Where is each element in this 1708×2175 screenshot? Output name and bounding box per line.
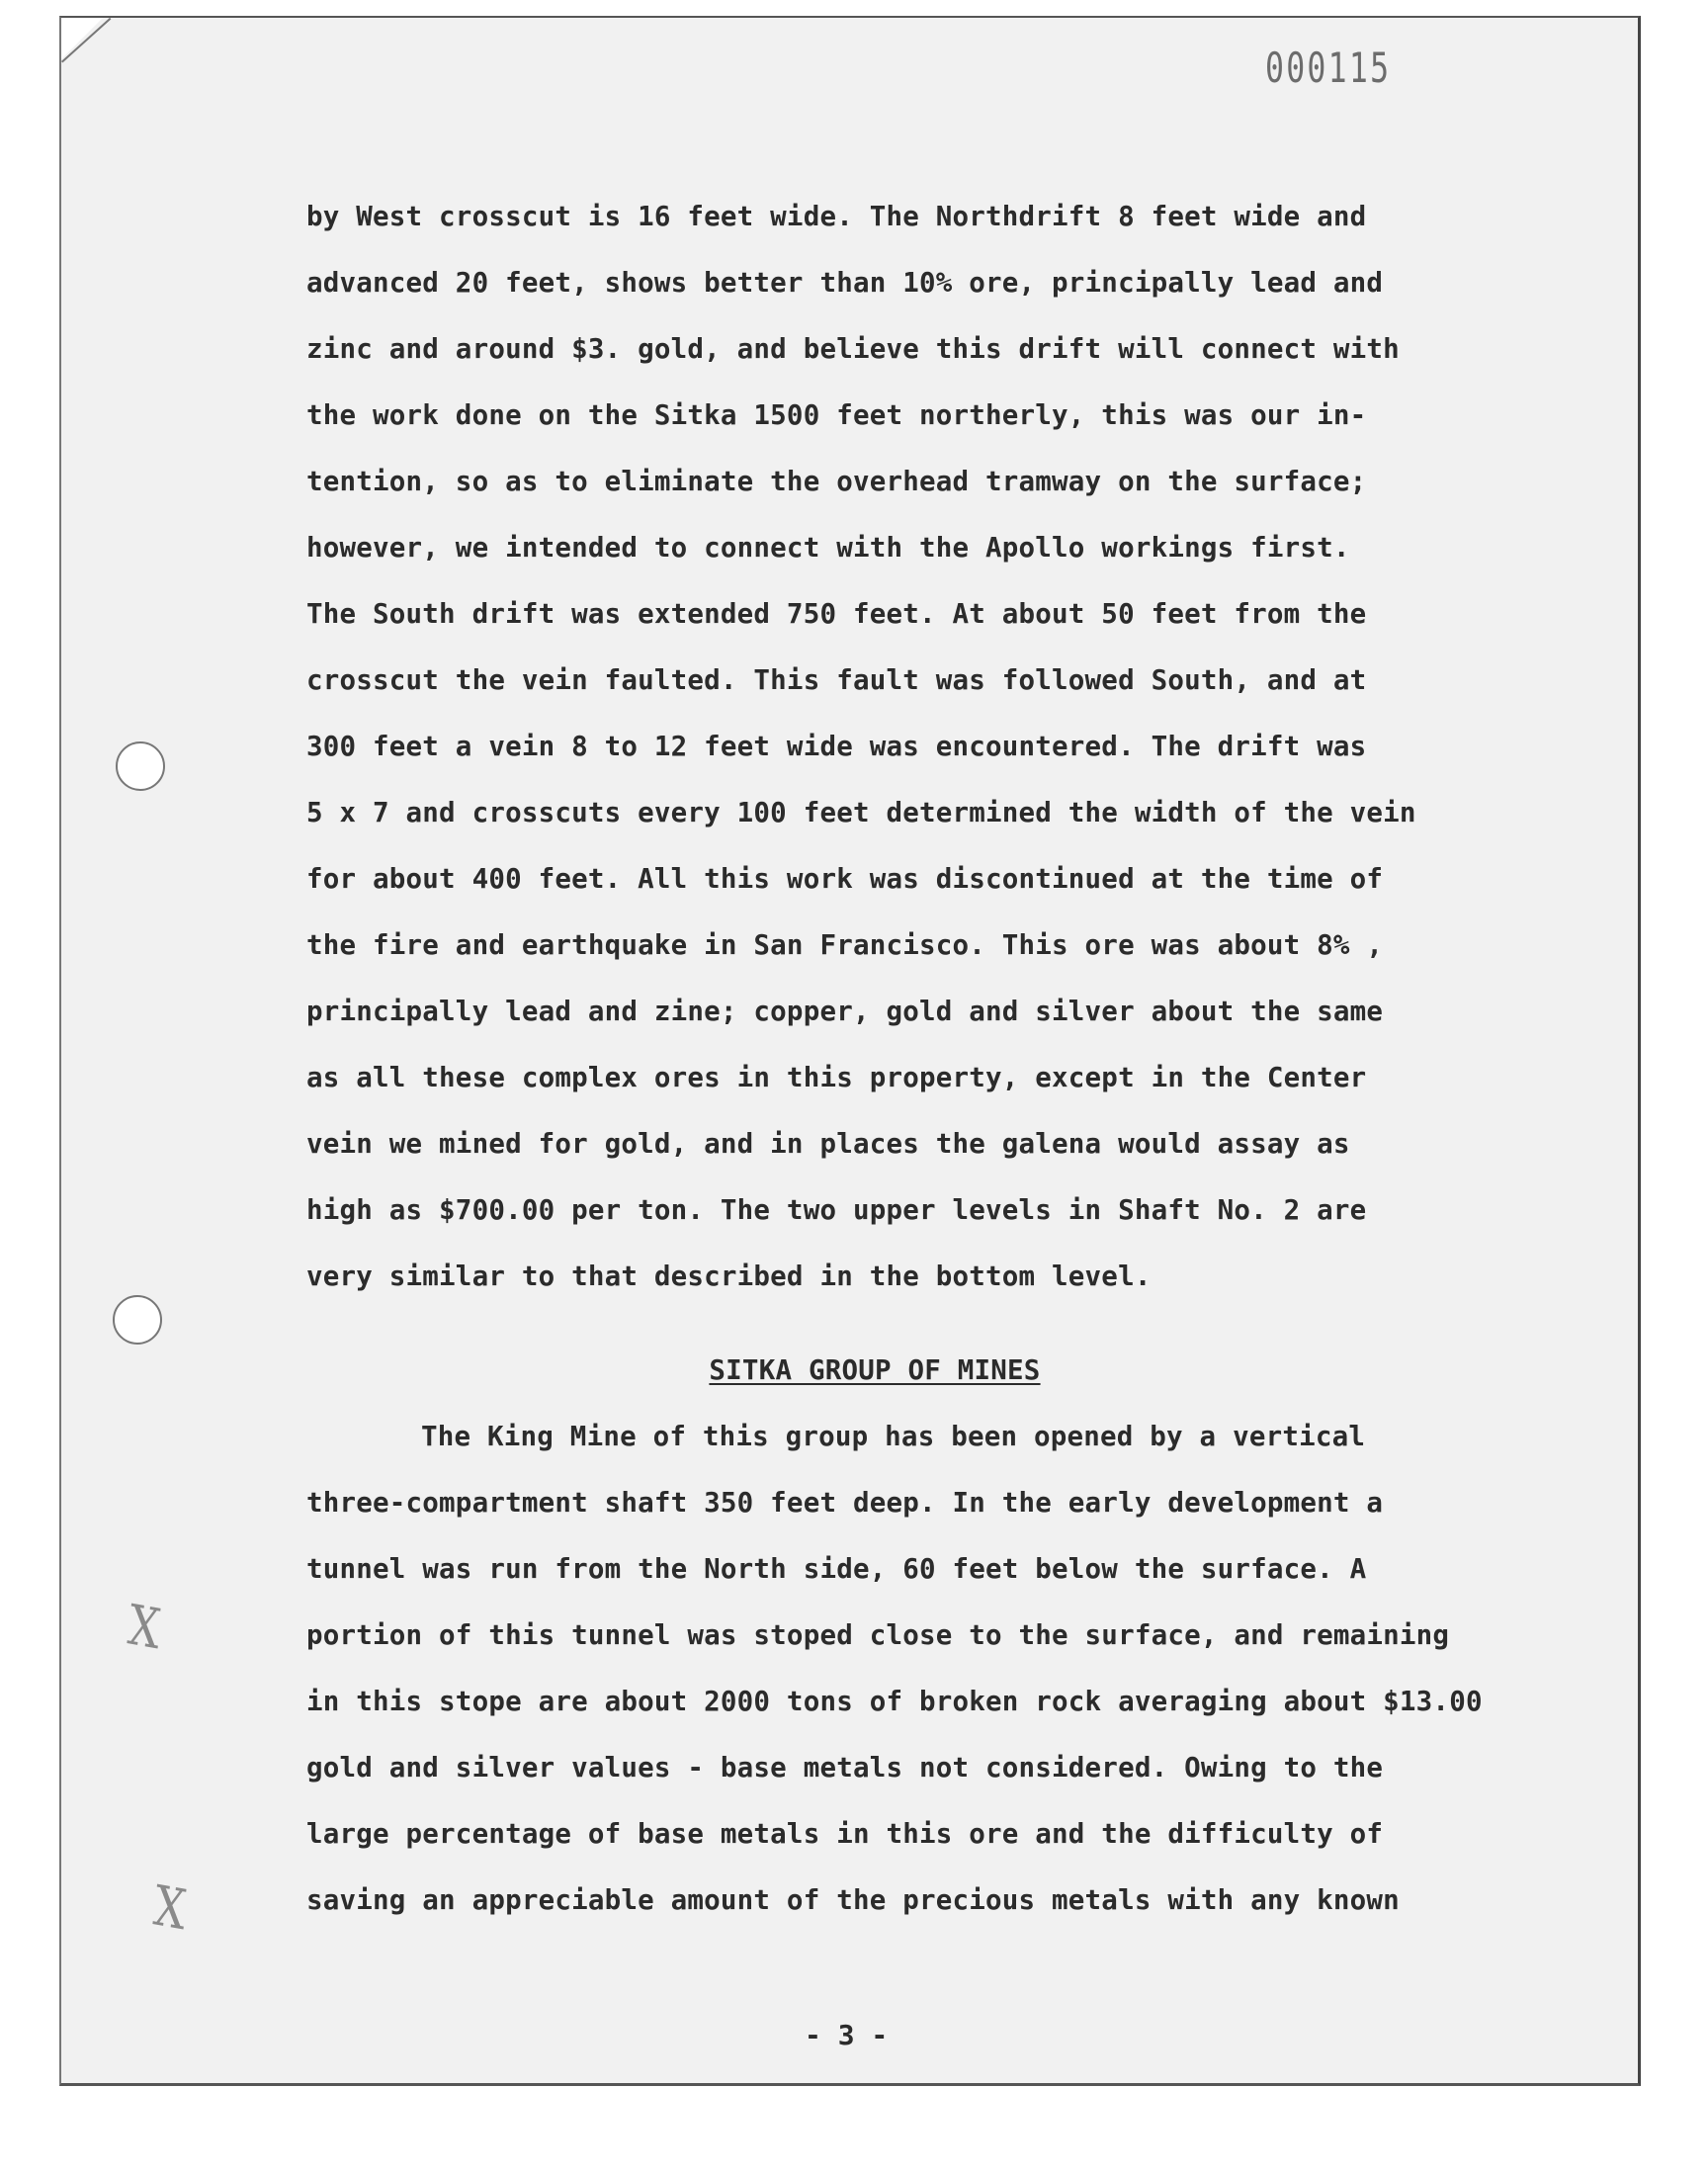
text-line: high as $700.00 per ton. The two upper levels in Shaft No. 2 are [306, 1194, 1367, 1226]
document-body [306, 184, 1591, 1934]
text-line: in this stope are about 2000 tons of broken rock averaging about $13.00 [306, 1686, 1483, 1717]
text-line: the fire and earthquake in San Francisco. This ore was about 8% , [306, 929, 1384, 961]
text-line: for about 400 feet. All this work was discontinued at the time of [306, 863, 1384, 895]
margin-mark-x: X [150, 1873, 190, 1944]
text-line: however, we intended to connect with the Apollo workings first. [306, 532, 1350, 564]
text-line: very similar to that described in the bottom level. [306, 1261, 1152, 1292]
text-line: The South drift was extended 750 feet. At about 50 feet from the [306, 598, 1367, 630]
text-line: tunnel was run from the North side, 60 feet below the surface. A [306, 1553, 1367, 1585]
text-line: gold and silver values - base metals not considered. Owing to the [306, 1752, 1384, 1784]
punch-hole-top [116, 741, 165, 791]
paragraph-2 [306, 1404, 1591, 1934]
text-line: crosscut the vein faulted. This fault was followed South, and at [306, 664, 1367, 696]
folded-corner [59, 16, 105, 61]
text-line: advanced 20 feet, shows better than 10% ore, principally lead and [306, 267, 1384, 299]
margin-mark-x: X [125, 1593, 164, 1663]
punch-hole-bottom [113, 1295, 162, 1345]
text-line: the work done on the Sitka 1500 feet northerly, this was our in- [306, 399, 1367, 431]
text-line: tention, so as to eliminate the overhead tramway on the surface; [306, 466, 1367, 497]
text-line: The King Mine of this group has been opened by a vertical [421, 1421, 1366, 1452]
text-line: portion of this tunnel was stoped close to the surface, and remaining [306, 1619, 1450, 1651]
text-line: as all these complex ores in this property, except in the Center [306, 1062, 1367, 1093]
paragraph-1 [306, 184, 1591, 1310]
page-number: - 3 - [805, 2019, 889, 2051]
text-line: zinc and around $3. gold, and believe this drift will connect with [306, 333, 1400, 365]
text-line: by West crosscut is 16 feet wide. The Northdrift 8 feet wide and [306, 201, 1367, 232]
text-line: large percentage of base metals in this ore and the difficulty of [306, 1818, 1384, 1850]
text-line: saving an appreciable amount of the precious metals with any known [306, 1884, 1400, 1916]
text-line: 5 x 7 and crosscuts every 100 feet determined the width of the vein [306, 797, 1416, 828]
text-line: three-compartment shaft 350 feet deep. In the early development a [306, 1487, 1384, 1519]
text-line: vein we mined for gold, and in places the galena would assay as [306, 1128, 1350, 1160]
text-line: principally lead and zine; copper, gold and silver about the same [306, 996, 1384, 1027]
document-stamp-number: 000115 [1265, 44, 1392, 92]
text-line: 300 feet a vein 8 to 12 feet wide was encountered. The drift was [306, 731, 1367, 762]
section-heading: SITKA GROUP OF MINES [709, 1354, 1041, 1386]
document-page [59, 16, 1641, 2086]
